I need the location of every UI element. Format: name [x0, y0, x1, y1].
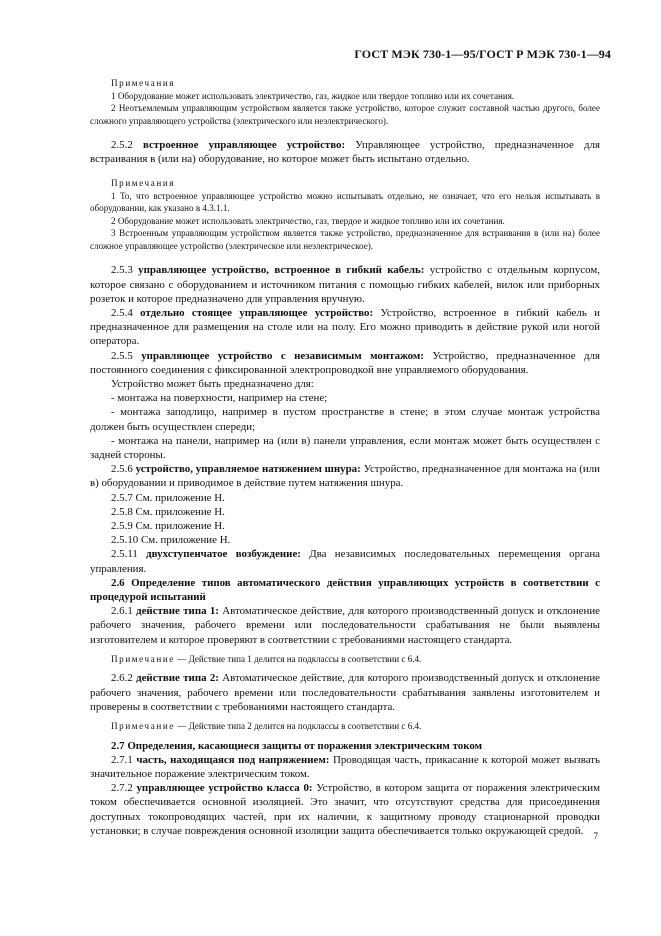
- clause-number: 2.5.3: [111, 264, 133, 277]
- note-2-6-2: [90, 720, 600, 733]
- note-item: 1 Оборудование может использовать электричество, газ, жидкое или твердое топливо или их сочетания.: [111, 90, 515, 101]
- clause-text: Устройство, в котором защита от поражения электрическим током обеспечивается основной изоляцией. Это значит, что отсутствуют средства для присоединения доступных токопроводящих частей, при их наличии, к защитному проводу стационарной проводки установки; в случае повреждения основной изоляции защита обеспечивается только окружающей средой.: [90, 782, 600, 837]
- clause-term: отдельно стоящее управляющее устройство:: [140, 307, 374, 320]
- notes-title: Примечания: [111, 178, 176, 189]
- note-label: Примечание: [111, 721, 175, 731]
- list-item: - монтажа на панели, например на (или в) панели управления, если монтаж может быть осуществлен с задней стороны.: [90, 434, 600, 462]
- clause-number: 2.5.4: [111, 307, 133, 320]
- page-header: ГОСТ МЭК 730-1—95/ГОСТ Р МЭК 730-1—94: [354, 47, 611, 61]
- clause-term: действие типа 2:: [136, 672, 219, 685]
- clause-text: Устройство, встроенное в гибкий кабель и предназначенное для размещения на столе или на полу. Его можно приводить в действие рукой или ногой оператора.: [90, 307, 600, 348]
- clause-number: 2.6.1: [111, 605, 133, 618]
- note-item: 3 Встроенным управляющим устройством является также устройство, предназначенное для встраивания в (или на) более сложное управляющее устройство (электрическое или неэлектрическое).: [90, 228, 600, 251]
- reference-line: 2.5.7 См. приложение Н.: [111, 491, 225, 504]
- note-item: 2 Неотъемлемым управляющим устройством является также устройство, которое служит составной частью другого, более сложного управляющего устройства (электрического или неэлектрического).: [90, 103, 600, 126]
- note-text: — Действие типа 2 делится на подклассы в соответствии с 6.4.: [174, 721, 422, 731]
- clause-term: действие типа 1:: [136, 605, 219, 618]
- section-2-5: [90, 263, 600, 646]
- section-2-5-2: [90, 138, 600, 166]
- clause-number: 2.7.2: [111, 782, 133, 795]
- clause-text: Автоматическое действие, для которого производственный допуск и отклонение рабочего значения, рабочего времени или последовательности срабатывания не были выявлены изготовителем и которое проверяют в соответствии с требованиями настоящего стандарта.: [90, 605, 600, 646]
- clause-number: 2.5.11: [111, 548, 138, 561]
- note-item: 2 Оборудование может использовать электричество, газ, твердое и жидкое топливо или их сочетания.: [111, 215, 505, 226]
- note-item: 1 То, что встроенное управляющее устройство можно испытывать отдельно, не означает, что его нельзя испытывать в оборудовании, как указано в 4.3.1.1.: [90, 190, 600, 214]
- notes-block-2: [90, 177, 600, 252]
- clause-number: 2.7.1: [111, 753, 133, 766]
- clause-term: управляющее устройство класса 0:: [136, 782, 313, 795]
- reference-line: 2.5.10 См. приложение Н.: [111, 534, 231, 547]
- clause-text: Устройство, предназначенное для постоянного соединения с фиксированной электропроводкой вне управляемого оборудования.: [90, 349, 600, 376]
- page-number: 7: [593, 831, 598, 841]
- clause-term: управляющее устройство, встроенное в гибкий кабель:: [138, 264, 425, 277]
- section-heading: 2.7 Определения, касающиеся защиты от поражения электрическим током: [111, 739, 483, 752]
- clause-intro: Устройство может быть предназначено для:: [111, 378, 314, 391]
- clause-text: Проводящая часть, прикасание к которой может вызвать значительное поражение электрическим током.: [90, 753, 600, 780]
- clause-term: встроенное управляющее устройство:: [142, 139, 346, 151]
- clause-number: 2.5.5: [111, 349, 133, 362]
- clause-text: Два независимых последовательных перемещения органа управления.: [90, 548, 600, 575]
- clause-number: 2.5.2: [111, 139, 133, 151]
- clause-number: 2.6.2: [111, 672, 133, 685]
- clause-number: 2.5.6: [111, 463, 133, 476]
- note-label: Примечание: [111, 653, 175, 664]
- clause-term: управляющее устройство с независимым монтажом:: [141, 349, 424, 362]
- section-heading: 2.6 Определение типов автоматического действия управляющих устройств в соответствии с процедурой испытаний: [90, 576, 600, 604]
- clause-text: Устройство, предназначенное для монтажа на (или в) оборудовании и приводимое в действие путем натяжения шнура.: [90, 463, 600, 490]
- clause-text: устройство с отдельным корпусом, которое связано с оборудованием и источником питания с помощью гибких кабелей, вилок или приборных розеток и которое предназначено для управления вручную.: [90, 264, 600, 305]
- note-text: — Действие типа 1 делится на подклассы в соответствии с 6.4.: [174, 653, 422, 664]
- list-item: - монтажа на поверхности, например на стене;: [111, 392, 328, 405]
- note-2-6-1: [90, 653, 600, 666]
- clause-term: устройство, управляемое натяжением шнура:: [135, 463, 361, 476]
- page-content: [90, 77, 600, 838]
- clause-text: Автоматическое действие, для которого производственный допуск и отклонение рабочего значения, рабочего времени или последовательности срабатывания заявлены изготовителем и проверены в соответствии с требованиями настоящего стандарта.: [90, 672, 600, 713]
- clause-term: двухступенчатое возбуждение:: [146, 548, 301, 561]
- notes-block-1: [90, 77, 600, 127]
- reference-line: 2.5.9 См. приложение Н.: [111, 520, 225, 533]
- section-2-7: [90, 739, 600, 838]
- section-2-6-2: [90, 671, 600, 714]
- clause-term: часть, находящаяся под напряжением:: [136, 753, 330, 766]
- notes-title: Примечания: [111, 78, 176, 88]
- list-item: - монтажа заподлицо, например в пустом пространстве в стене; в этом случае монтаж устройства должен быть осуществлен спереди;: [90, 406, 600, 433]
- clause-text: Управляющее устройство, предназначенное для встраивания в (или на) оборудование, но которое может быть испытано отдельно.: [90, 139, 600, 166]
- reference-line: 2.5.8 См. приложение Н.: [111, 505, 225, 518]
